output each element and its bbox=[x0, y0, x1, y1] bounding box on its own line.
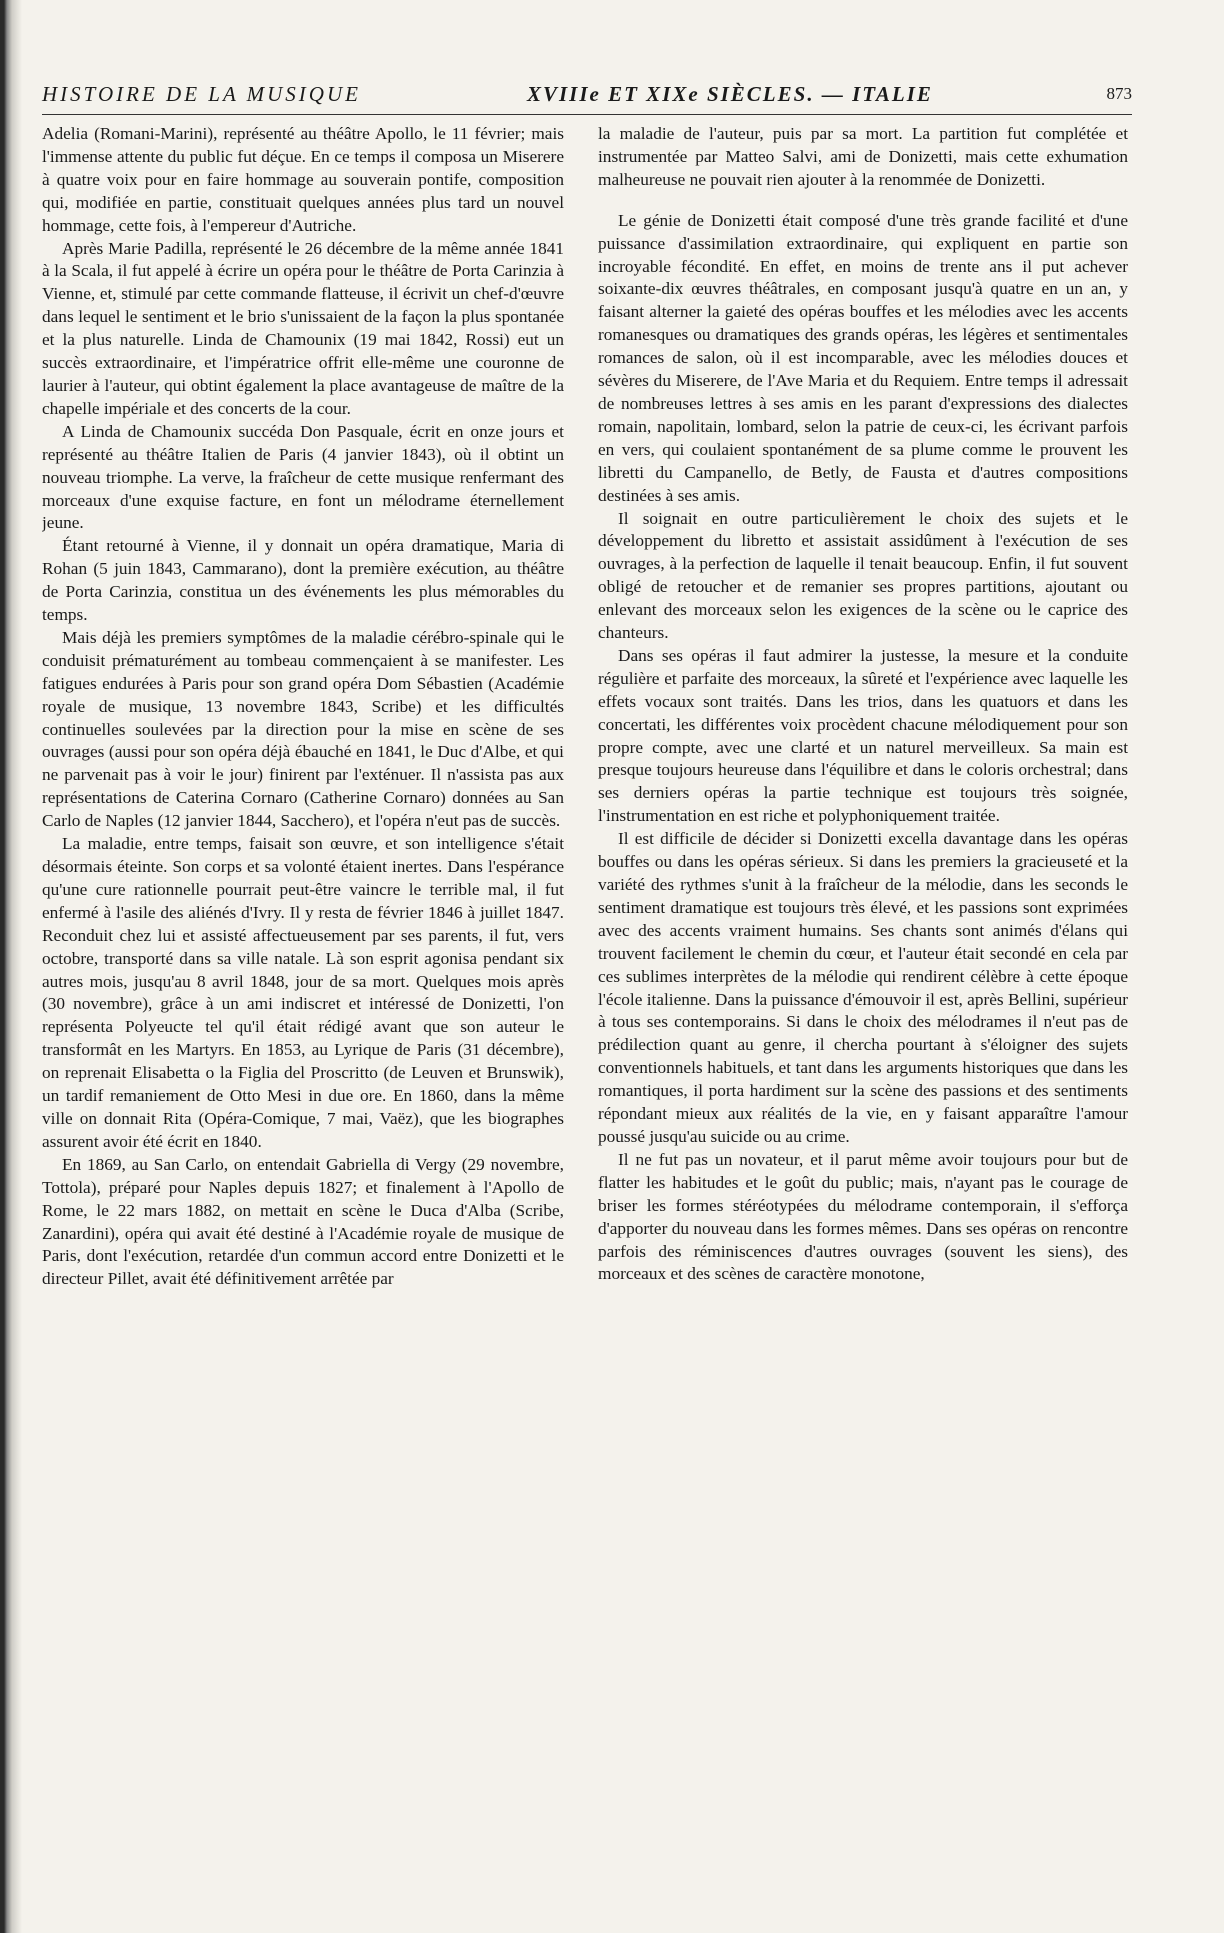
paragraph: Après Marie Padilla, représenté le 26 décembre de la même année 1841 à la Scala, il fut appelé à écrire un opéra pour le théâtre de Porta Carinzia à Vienne, et, stimulé par cette commande flatteuse, il écrivit un chef-d'œuvre dans lequel le sentiment et le brio s'unissaient de la façon la plus spontanée et la plus naturelle. Linda de Chamounix (19 mai 1842, Rossi) eut un succès extraordinaire, et l'impératrice offrit elle-même une couronne de laurier à l'auteur, qui obtint également la place avantageuse de maître de la chapelle impériale et des concerts de la cour. bbox=[42, 238, 564, 418]
right-column bbox=[598, 123, 1128, 1923]
paragraph: La maladie, entre temps, faisait son œuvre, et son intelligence s'était désormais éteinte. Son corps et sa volonté étaient inertes. Dans l'espérance qu'une cure rationnelle pourrait peut-être vaincre le terrible mal, il fut enfermé à l'asile des aliénés d'Ivry. Il y resta de février 1846 à juillet 1847. Reconduit chez lui et assisté affectueusement par ses parents, il fut, vers octobre, transporté dans sa ville natale. Là son esprit agonisa pendant six autres mois, jusqu'au 8 avril 1848, jour de sa mort. Quelques mois après (30 novembre), grâce à un ami indiscret et intéressé de Donizetti, l'on représenta Polyeucte tel qu'il était rédigé avant que son auteur le transformât en les Martyrs. En 1853, au Lyrique de Paris (31 décembre), on reprenait Elisabetta o la Figlia del Proscritto (de Leuven et Brunswik), un tardif remaniement de Otto Mesi in due ore. En 1860, dans la même ville on donnait Rita (Opéra-Comique, 7 mai, Vaëz), que les biographes assurent avoir été écrit en 1840. bbox=[42, 834, 564, 1151]
paragraph: A Linda de Chamounix succéda Don Pasquale, écrit en onze jours et représenté au théâtre Italien de Paris (4 janvier 1843), où il obtint un nouveau triomphe. La verve, la fraîcheur de cette musique renfermant des morceaux d'une exquise facture, en font un mélodrame éternellement jeune. bbox=[42, 421, 564, 533]
header-book-title: HISTOIRE DE LA MUSIQUE bbox=[42, 82, 361, 106]
paragraph: Adelia (Romani-Marini), représenté au théâtre Apollo, le 11 février; mais l'immense attente du public fut déçue. En ce temps il composa un Miserere à quatre voix pour en faire hommage au souverain pontife, composition qui, modifiée en partie, constituait quelques années plus tard un nouvel hommage, cette fois, à l'empereur d'Autriche. bbox=[42, 124, 564, 235]
paragraph: Dans ses opéras il faut admirer la justesse, la mesure et la conduite régulière et parfaite des morceaux, la sûreté et l'expérience avec laquelle les effets vocaux sont traités. Dans les trios, dans les quatuors et dans les concertati, les différentes voix procèdent chacune mélodiquement pour son propre compte, avec une clarté et un naturel merveilleux. Sa main est presque toujours heureuse dans l'équilibre et dans le coloris orchestral; dans ses derniers opéras la partie technique est toujours très soignée, l'instrumentation en est riche et polyphoniquement traitée. bbox=[598, 645, 1128, 826]
paragraph: Il ne fut pas un novateur, et il parut même avoir toujours pour but de flatter les habitudes et le goût du public; mais, n'ayant pas le courage de briser les formes stéréotypées du mélodrame contemporain, il s'efforça d'apporter du nouveau dans les formes mêmes. Dans ses opéras on rencontre parfois des réminiscences d'autres ouvrages (souvent les siens), des morceaux et des scènes de caractère monotone, bbox=[598, 1149, 1128, 1284]
paragraph: Il soignait en outre particulièrement le choix des sujets et le développement du libretto et assistait assidûment à l'exécution de ses ouvrages, à la perfection de laquelle il tenait beaucoup. Enfin, il fut souvent obligé de retoucher et de remanier ses propres partitions, ajoutant ou enlevant des morceaux selon les exigences de la scène ou le caprice des chanteurs. bbox=[598, 508, 1128, 643]
paragraph: la maladie de l'auteur, puis par sa mort. La partition fut complétée et instrumentée par Matteo Salvi, ami de Donizetti, mais cette exhumation malheureuse ne pouvait rien ajouter à la renommée de Donizetti. bbox=[598, 124, 1128, 189]
page-binding-edge bbox=[0, 0, 22, 1933]
paragraph: Il est difficile de décider si Donizetti excella davantage dans les opéras bouffes ou dans les opéras sérieux. Si dans les premiers la gracieuseté et la variété des rythmes s'unit à la fraîcheur de la mélodie, dans les seconds le sentiment dramatique est toujours très élevé, et les passions sont exprimées avec des accents vraiment humains. Ses chants sont animés d'élans qui trouvent facilement le chemin du cœur, et l'auteur était secondé en cela par ces sublimes interprètes de la mélodie qui rendirent célèbre à cette époque l'école italienne. Dans la puissance d'émouvoir il est, après Bellini, supérieur à tous ses contemporains. Si dans le choix des mélodrames il n'eut pas de prédilection quant au genre, il chercha pourtant à s'éloigner des sujets conventionnels habituels, et tant dans les arguments historiques que dans les romantiques, il porta hardiment sur la scène des passions et des sentiments répondant mieux aux réalités de la vie, en y faisant apparaître l'amour poussé jusqu'au suicide ou au crime. bbox=[598, 829, 1128, 1146]
left-column bbox=[42, 123, 564, 1923]
paragraph: Mais déjà les premiers symptômes de la maladie cérébro-spinale qui le conduisit prématurément au tombeau commençaient à se manifester. Les fatigues endurées à Paris pour son grand opéra Dom Sébastien (Académie royale de musique, 13 novembre 1843, Scribe) et les difficultés continuelles soulevées par la direction pour la mise en scène de ses ouvrages (aussi pour son opéra déjà ébauché en 1841, le Duc d'Albe, et qui ne parvenait pas à voir le jour) finirent par l'exténuer. Il n'assista pas aux représentations de Caterina Cornaro (Catherine Cornaro) données au San Carlo de Naples (12 janvier 1844, Sacchero), et l'opéra n'eut pas de succès. bbox=[42, 627, 564, 831]
running-header bbox=[42, 82, 1132, 110]
page-number: 873 bbox=[1106, 84, 1132, 103]
paragraph: Le génie de Donizetti était composé d'une très grande facilité et d'une puissance d'assimilation extraordinaire, qui expliquent en partie son incroyable fécondité. En effet, en moins de trente ans il put achever soixante-dix œuvres théâtrales, en composant jusqu'à quatre en un an, y faisant alterner la gaieté des opéras bouffes et les mélodies avec les accents romanesques ou dramatiques des grands opéras, les légères et sentimentales romances de salon, où il est incomparable, avec les mélodies douces et sévères du Miserere, de l'Ave Maria et du Requiem. Entre temps il adressait de nombreuses lettres à ses amis en les parant d'expressions des dialectes romain, napolitain, lombard, selon la patrie de ceux-ci, les écrivant parfois en vers, qui coulaient spontanément de sa plume comme le prouvent les libretti du Campanello, de Betly, de Fausta et d'autres compositions destinées à ses amis. bbox=[598, 210, 1128, 505]
paragraph: En 1869, au San Carlo, on entendait Gabriella di Vergy (29 novembre, Tottola), préparé pour Naples depuis 1827; et finalement à l'Apollo de Rome, le 22 mars 1882, on mettait en scène le Duca d'Alba (Scribe, Zanardini), opéra qui avait été destiné à l'Académie royale de musique de Paris, dont l'exécution, retardée d'un commun accord entre Donizetti et le directeur Pillet, avait été définitivement arrêtée par bbox=[42, 1154, 564, 1289]
header-section-title: XVIIIe ET XIXe SIÈCLES. — ITALIE bbox=[527, 82, 933, 106]
header-rule bbox=[42, 114, 1132, 115]
paragraph: Étant retourné à Vienne, il y donnait un opéra dramatique, Maria di Rohan (5 juin 1843, Cammarano), dont la première exécution, au théâtre de Porta Carinzia, constitua un des événements les plus mémorables du temps. bbox=[42, 536, 564, 625]
